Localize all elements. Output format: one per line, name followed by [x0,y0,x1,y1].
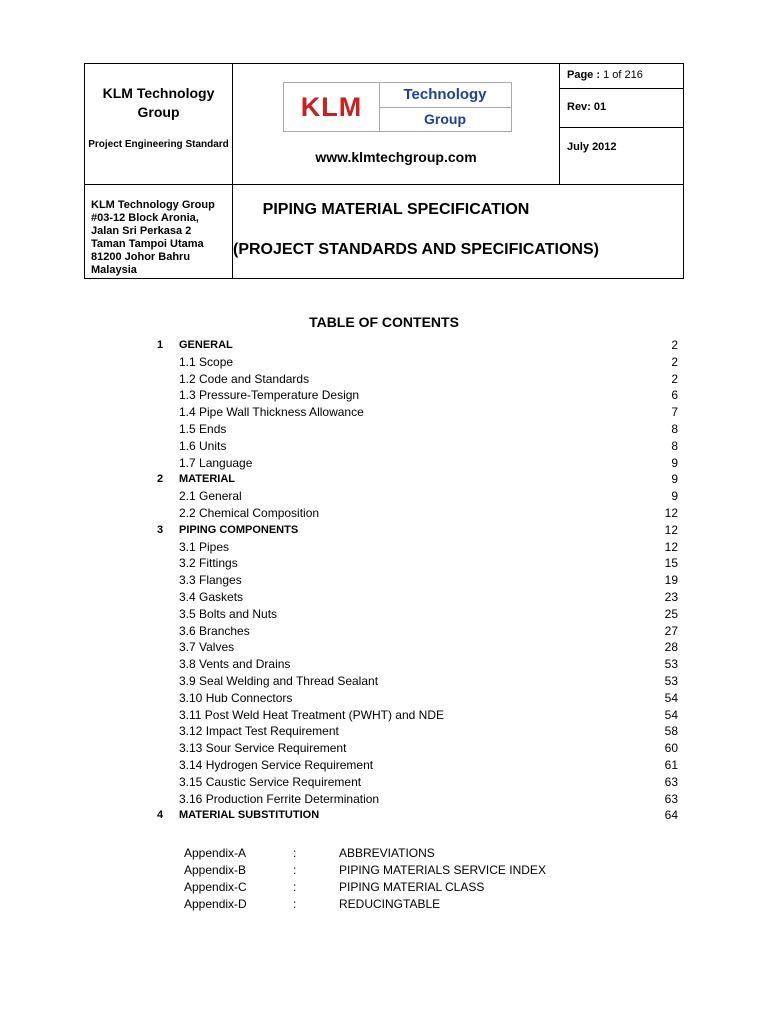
date-label: July 2012 [567,141,617,153]
subsection-title: 3.5 Bolts and Nuts [179,606,278,621]
toc-row[interactable] [0,371,768,388]
toc-row[interactable] [0,505,768,522]
section-number: 1 [157,339,164,351]
subsection-title: 1.2 Code and Standards [179,371,310,386]
page-ref: 2 [671,338,678,352]
toc-row[interactable] [0,387,768,404]
toc-row[interactable] [0,774,768,791]
subsection-title: 3.11 Post Weld Heat Treatment (PWHT) and NDE [179,707,444,722]
appendix-name: Appendix-A [184,846,247,860]
toc-row[interactable] [0,438,768,455]
appendix-name: Appendix-B [184,863,247,877]
page-ref: 12 [664,505,678,520]
logo-technology: Technology [379,83,511,108]
toc-row[interactable] [0,589,768,606]
toc-row[interactable] [0,606,768,623]
toc-row[interactable] [0,471,768,488]
appendix-separator: : [293,846,297,860]
company-name: KLM Technology Group [102,85,215,120]
subsection-title: 3.10 Hub Connectors [179,690,293,705]
page-ref: 54 [664,690,678,705]
toc-title: TABLE OF CONTENTS [309,314,459,330]
subsection-title: 3.16 Production Ferrite Determination [179,791,380,806]
page-ref: 15 [664,556,678,571]
subsection-title: 2.2 Chemical Composition [179,505,320,520]
address-line: Taman Tampoi Utama [91,238,204,250]
appendix-row[interactable] [0,845,768,862]
page-value: 1 of 216 [603,69,643,81]
section-title: MATERIAL SUBSTITUTION [179,809,320,822]
appendix-description: REDUCINGTABLE [339,897,441,911]
toc-row[interactable] [0,740,768,757]
toc-row[interactable] [0,807,768,824]
toc-row[interactable] [0,639,768,656]
page-ref: 27 [664,623,678,638]
page-ref: 8 [671,421,678,436]
subsection-title: 3.15 Caustic Service Requirement [179,774,362,789]
page-ref: 8 [671,438,678,453]
appendix-list [0,845,768,913]
subsection-title: 1.4 Pipe Wall Thickness Allowance [179,405,364,420]
page-ref: 23 [664,589,678,604]
revision [567,101,606,113]
page-ref: 54 [664,707,678,722]
toc-row[interactable] [0,455,768,472]
toc-row[interactable] [0,656,768,673]
date [567,141,617,153]
section-number: 2 [157,473,164,486]
subsection-title: 3.14 Hydrogen Service Requirement [179,757,374,772]
appendix-description: ABBREVIATIONS [339,846,435,860]
subsection-title: 3.8 Vents and Drains [179,657,291,672]
appendix-row[interactable] [0,862,768,879]
toc-row[interactable] [0,707,768,724]
section-number: 3 [157,523,164,536]
address-line: Malaysia [91,264,137,276]
subsection-title: 1.6 Units [179,438,227,453]
subsection-title: 3.13 Sour Service Requirement [179,741,347,756]
toc-row[interactable] [0,404,768,421]
toc-row[interactable] [0,555,768,572]
document-subtitle: (PROJECT STANDARDS AND SPECIFICATIONS) [233,241,599,258]
page-ref: 60 [664,741,678,756]
page-label: Page : [567,69,601,81]
toc-row[interactable] [0,421,768,438]
toc-row[interactable] [0,522,768,539]
subsection-title: 1.7 Language [179,455,253,470]
appendix-name: Appendix-C [184,880,247,894]
page-ref: 2 [671,371,678,386]
toc-row[interactable] [0,757,768,774]
page-ref: 58 [664,724,678,739]
logo-group: Group [424,111,466,127]
company-address [91,199,215,277]
toc-row[interactable] [0,690,768,707]
toc-row[interactable] [0,337,768,354]
toc-row[interactable] [0,623,768,640]
page-ref: 12 [664,539,678,554]
logo-klm: KLM [284,83,380,131]
appendix-separator: : [293,880,297,894]
section-number: 4 [157,809,164,822]
website-link[interactable]: www.klmtechgroup.com [315,149,477,165]
divider [559,64,560,184]
page-ref: 64 [664,808,678,823]
document-title: PIPING MATERIAL SPECIFICATION [262,201,530,218]
toc-row[interactable] [0,673,768,690]
subsection-title: 3.3 Flanges [179,573,242,588]
toc-row[interactable] [0,791,768,808]
page-ref: 9 [671,489,678,504]
page-ref: 12 [664,522,678,537]
toc-row[interactable] [0,488,768,505]
company-logo [283,82,512,132]
department-label: Project Engineering Standard [88,139,229,150]
address-line: Jalan Sri Perkasa 2 [91,225,192,237]
address-line: 81200 Johor Bahru [91,251,191,263]
toc-row[interactable] [0,723,768,740]
subsection-title: 3.4 Gaskets [179,589,244,604]
appendix-name: Appendix-D [184,897,247,911]
page-ref: 63 [664,774,678,789]
page-ref: 61 [664,757,678,772]
divider [559,127,683,128]
subsection-title: 1.5 Ends [179,421,227,436]
address-line: KLM Technology Group [91,199,215,211]
page-ref: 2 [671,354,678,369]
document-header [84,63,684,279]
appendix-separator: : [293,863,297,877]
section-title: MATERIAL [179,473,236,486]
table-of-contents [0,337,768,824]
page-number [567,69,643,81]
subsection-title: 1.3 Pressure-Temperature Design [179,388,360,403]
page-ref: 25 [664,606,678,621]
section-title: GENERAL [179,339,233,351]
page-ref: 53 [664,657,678,672]
page-ref: 9 [671,472,678,487]
divider [559,88,683,89]
revision-label: Rev: 01 [567,101,607,113]
appendix-row[interactable] [0,879,768,896]
subsection-title: 3.2 Fittings [179,556,238,571]
toc-row[interactable] [0,539,768,556]
page-ref: 6 [671,388,678,403]
page-ref: 63 [664,791,678,806]
toc-row[interactable] [0,572,768,589]
page-ref: 7 [671,405,678,420]
appendix-description: PIPING MATERIAL CLASS [339,880,485,894]
appendix-description: PIPING MATERIALS SERVICE INDEX [339,863,546,877]
subsection-title: 3.7 Valves [179,640,235,655]
appendix-row[interactable] [0,896,768,913]
page-ref: 53 [664,673,678,688]
page-ref: 28 [664,640,678,655]
subsection-title: 3.9 Seal Welding and Thread Sealant [179,673,379,688]
divider [85,184,683,185]
subsection-title: 3.12 Impact Test Requirement [179,724,339,739]
subsection-title: 2.1 General [179,489,242,504]
page-ref: 19 [664,573,678,588]
appendix-separator: : [293,897,297,911]
page-ref: 9 [671,455,678,470]
subsection-title: 3.6 Branches [179,623,250,638]
address-line: #03-12 Block Aronia, [91,212,199,224]
toc-row[interactable] [0,354,768,371]
subsection-title: 3.1 Pipes [179,539,230,554]
section-title: PIPING COMPONENTS [179,523,299,536]
subsection-title: 1.1 Scope [179,354,234,369]
